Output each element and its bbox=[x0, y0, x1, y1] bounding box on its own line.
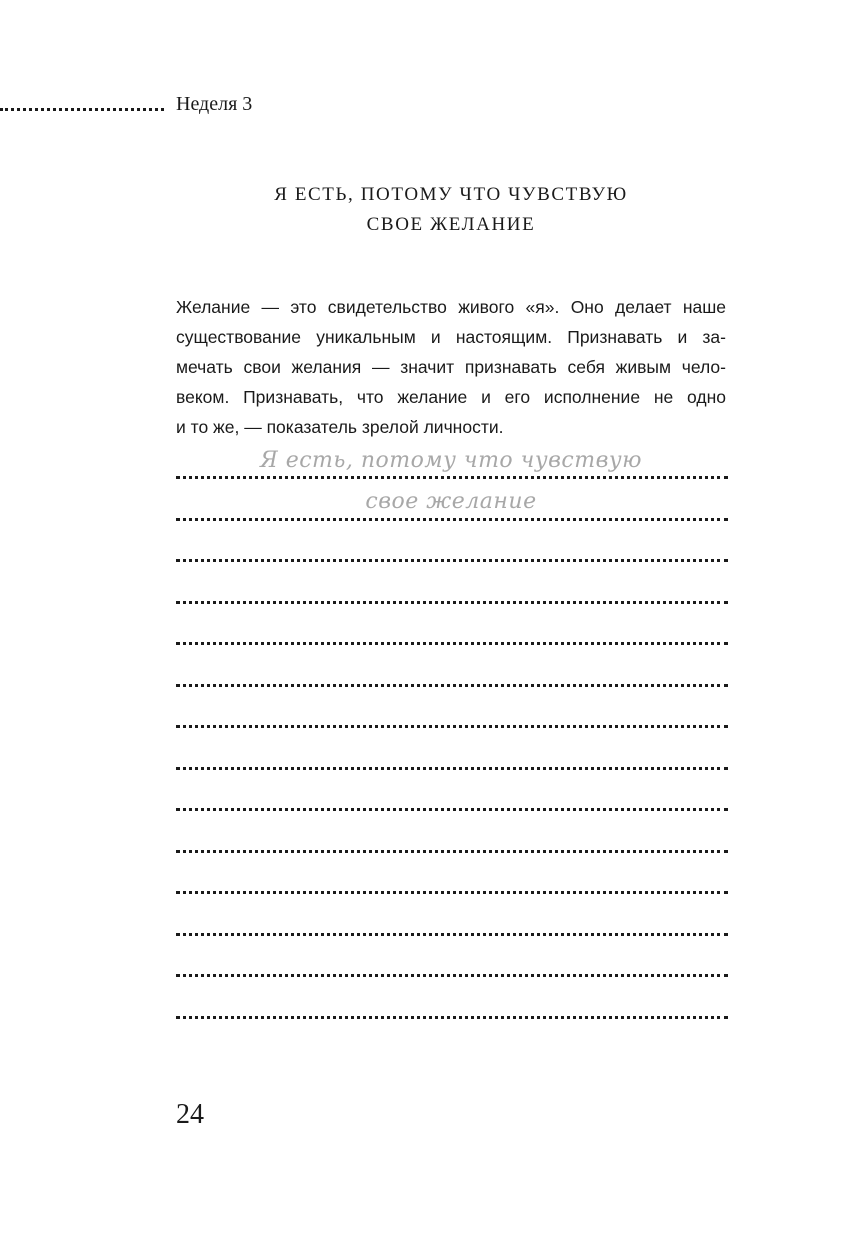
handwriting-sample-line-1: Я есть, потому что чувствую bbox=[259, 448, 643, 473]
header-dotted-rule bbox=[0, 108, 164, 111]
writing-line bbox=[176, 684, 728, 687]
body-line: существование уникальным и настоящим. Признавать и за- bbox=[176, 327, 726, 347]
writing-line bbox=[176, 808, 728, 811]
writing-line bbox=[176, 767, 728, 770]
title-line-2: СВОЕ ЖЕЛАНИЕ bbox=[366, 214, 536, 235]
body-line: и то же, — показатель зрелой личности. bbox=[176, 417, 504, 437]
writing-line bbox=[176, 974, 728, 977]
writing-line bbox=[176, 642, 728, 645]
body-line: Желание — это свидетельство живого «я». Оно делает наше bbox=[176, 297, 726, 317]
title-line-1: Я ЕСТЬ, ПОТОМУ ЧТО ЧУВСТВУЮ bbox=[274, 184, 628, 205]
body-line: веком. Признавать, что желание и его исполнение не одно bbox=[176, 387, 726, 407]
writing-line bbox=[176, 891, 728, 894]
writing-line bbox=[176, 850, 728, 853]
writing-line bbox=[176, 1016, 728, 1019]
writing-line bbox=[176, 518, 728, 521]
writing-line bbox=[176, 725, 728, 728]
writing-line bbox=[176, 476, 728, 479]
writing-line bbox=[176, 601, 728, 604]
page-number: 24 bbox=[176, 1099, 204, 1130]
writing-lines bbox=[176, 0, 728, 1240]
handwriting-sample-line-2: свое желание bbox=[365, 489, 537, 514]
body-line: мечать свои желания — значит признавать себя живым чело- bbox=[176, 357, 726, 377]
section-label: Неделя 3 bbox=[176, 93, 253, 115]
writing-line bbox=[176, 933, 728, 936]
writing-line bbox=[176, 559, 728, 562]
